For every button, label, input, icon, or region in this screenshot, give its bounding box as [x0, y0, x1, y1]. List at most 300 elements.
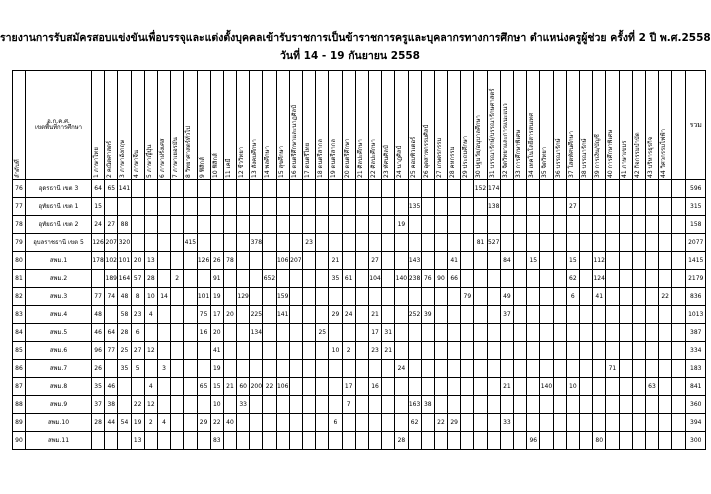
count-cell — [421, 360, 434, 378]
count-cell: 140 — [540, 378, 553, 396]
area-name: สพม.1 — [26, 252, 92, 270]
count-cell — [329, 288, 342, 306]
count-cell — [157, 198, 170, 216]
count-cell — [157, 180, 170, 198]
row-number: 78 — [13, 216, 26, 234]
empty-cell — [672, 180, 686, 198]
count-cell — [487, 270, 500, 288]
count-cell — [448, 396, 461, 414]
empty-cell — [672, 288, 686, 306]
count-cell: 22 — [210, 414, 223, 432]
count-cell — [448, 378, 461, 396]
empty-cell — [672, 234, 686, 252]
subject-header-cell — [316, 71, 329, 180]
count-cell — [237, 360, 250, 378]
count-cell — [105, 360, 118, 378]
count-cell — [289, 324, 302, 342]
count-cell — [527, 180, 540, 198]
count-cell — [223, 324, 236, 342]
count-cell: 83 — [210, 432, 223, 450]
count-cell — [461, 180, 474, 198]
count-cell — [659, 324, 672, 342]
count-cell — [540, 270, 553, 288]
count-cell — [105, 198, 118, 216]
count-cell — [223, 342, 236, 360]
count-cell: 77 — [92, 288, 105, 306]
count-cell: 65 — [105, 180, 118, 198]
count-cell — [619, 252, 632, 270]
count-cell — [210, 180, 223, 198]
count-cell — [632, 378, 645, 396]
count-cell — [434, 288, 447, 306]
count-cell — [276, 324, 289, 342]
count-cell — [579, 270, 592, 288]
subject-header-cell — [527, 71, 540, 180]
count-cell — [553, 396, 566, 414]
count-cell — [408, 360, 421, 378]
count-cell: 31 — [382, 324, 395, 342]
count-cell — [566, 234, 579, 252]
count-cell — [237, 234, 250, 252]
empty-cell — [672, 414, 686, 432]
count-cell — [645, 270, 658, 288]
count-cell — [474, 252, 487, 270]
count-cell — [527, 306, 540, 324]
count-cell: 23 — [368, 342, 381, 360]
count-cell — [395, 324, 408, 342]
count-cell: 159 — [276, 288, 289, 306]
area-name: สพม.7 — [26, 360, 92, 378]
count-cell — [355, 396, 368, 414]
count-cell — [92, 270, 105, 288]
count-cell — [553, 432, 566, 450]
count-cell — [408, 180, 421, 198]
count-cell — [289, 414, 302, 432]
count-cell: 19 — [210, 360, 223, 378]
count-cell — [276, 360, 289, 378]
count-cell — [619, 324, 632, 342]
count-cell — [514, 252, 527, 270]
count-cell — [619, 234, 632, 252]
count-cell — [342, 234, 355, 252]
count-cell — [619, 288, 632, 306]
count-cell — [118, 378, 131, 396]
count-cell — [527, 396, 540, 414]
subject-header: 14 พลศึกษา — [264, 146, 272, 178]
count-cell — [527, 234, 540, 252]
row-total: 836 — [686, 288, 706, 306]
count-cell — [619, 270, 632, 288]
count-cell — [355, 324, 368, 342]
count-cell — [593, 378, 606, 396]
count-cell: 6 — [329, 414, 342, 432]
count-cell — [527, 324, 540, 342]
count-cell — [619, 378, 632, 396]
subject-header-cell — [408, 71, 421, 180]
count-cell — [487, 306, 500, 324]
subject-header: 7 ภาษาเยอรมัน — [172, 137, 180, 178]
count-cell: 21 — [500, 378, 513, 396]
count-cell — [487, 216, 500, 234]
count-cell — [368, 432, 381, 450]
count-cell — [368, 198, 381, 216]
count-cell — [553, 180, 566, 198]
count-cell — [171, 324, 184, 342]
count-cell: 101 — [118, 252, 131, 270]
count-cell — [263, 216, 276, 234]
subject-header-cell — [606, 71, 619, 180]
count-cell — [276, 180, 289, 198]
subject-header: 40 การศึกษาพิเศษ — [607, 129, 615, 178]
count-cell — [606, 396, 619, 414]
subject-header: 17 ดนตรีไทย — [304, 142, 311, 178]
count-cell — [434, 180, 447, 198]
subject-header: 10 ฟิสิกส์ — [211, 153, 219, 178]
count-cell — [659, 198, 672, 216]
count-cell — [131, 234, 144, 252]
count-cell: 62 — [566, 270, 579, 288]
count-cell — [184, 342, 197, 360]
row-total: 2077 — [686, 234, 706, 252]
count-cell — [421, 234, 434, 252]
count-cell — [566, 216, 579, 234]
count-cell: 41 — [593, 288, 606, 306]
table-row — [13, 432, 706, 450]
count-cell — [223, 396, 236, 414]
count-cell — [92, 432, 105, 450]
count-cell — [606, 414, 619, 432]
area-name: สพม.9 — [26, 396, 92, 414]
count-cell — [276, 234, 289, 252]
subject-header: 4 ภาษาจีน — [132, 150, 140, 178]
count-cell — [474, 198, 487, 216]
count-cell — [514, 396, 527, 414]
count-cell — [355, 378, 368, 396]
count-cell: 225 — [250, 306, 263, 324]
count-cell — [593, 216, 606, 234]
count-cell: 12 — [144, 396, 157, 414]
count-cell — [514, 414, 527, 432]
count-cell — [355, 180, 368, 198]
count-cell — [289, 234, 302, 252]
count-cell: 200 — [250, 378, 263, 396]
count-cell — [434, 252, 447, 270]
table-row — [13, 414, 706, 432]
count-cell — [553, 216, 566, 234]
count-cell: 20 — [131, 252, 144, 270]
count-cell: 64 — [92, 180, 105, 198]
count-cell: 44 — [105, 414, 118, 432]
count-cell — [250, 432, 263, 450]
count-cell — [566, 306, 579, 324]
subject-header: 8 วิทยาศาสตร์ทั่วไป — [185, 125, 193, 178]
count-cell — [355, 216, 368, 234]
subject-header: 43 บริหารธุรกิจ — [646, 136, 654, 178]
header-no: ลำดับที่ — [14, 159, 21, 178]
subject-header: 37 โสตทัศนศึกษา — [567, 131, 575, 178]
count-cell — [579, 396, 592, 414]
count-cell — [408, 432, 421, 450]
count-cell: 10 — [566, 378, 579, 396]
count-cell — [197, 234, 210, 252]
applicants-table — [12, 70, 706, 450]
count-cell: 75 — [197, 306, 210, 324]
count-cell — [619, 432, 632, 450]
count-cell — [434, 432, 447, 450]
count-cell — [474, 324, 487, 342]
count-cell — [553, 198, 566, 216]
count-cell — [223, 234, 236, 252]
count-cell — [500, 396, 513, 414]
count-cell — [474, 396, 487, 414]
count-cell — [263, 432, 276, 450]
count-cell — [355, 414, 368, 432]
count-cell — [500, 360, 513, 378]
count-cell: 13 — [144, 252, 157, 270]
empty-cell — [672, 216, 686, 234]
count-cell — [632, 288, 645, 306]
count-cell — [421, 216, 434, 234]
count-cell — [171, 378, 184, 396]
count-cell: 90 — [434, 270, 447, 288]
count-cell — [487, 378, 500, 396]
count-cell — [144, 234, 157, 252]
count-cell — [329, 198, 342, 216]
count-cell — [289, 288, 302, 306]
row-total: 300 — [686, 432, 706, 450]
table-row — [13, 342, 706, 360]
area-name: สพม.2 — [26, 270, 92, 288]
count-cell: 19 — [210, 288, 223, 306]
count-cell — [632, 342, 645, 360]
count-cell — [421, 288, 434, 306]
row-number: 81 — [13, 270, 26, 288]
count-cell — [645, 252, 658, 270]
empty-cell — [672, 378, 686, 396]
count-cell — [250, 342, 263, 360]
count-cell: 27 — [131, 342, 144, 360]
count-cell — [448, 216, 461, 234]
subject-header: 12 ชีววิทยา — [238, 146, 246, 178]
count-cell — [645, 216, 658, 234]
count-cell: 26 — [92, 360, 105, 378]
count-cell — [237, 306, 250, 324]
header-name-1: อ.ก.ค.ศ. — [47, 118, 70, 125]
count-cell — [263, 360, 276, 378]
count-cell — [382, 270, 395, 288]
count-cell: 2 — [171, 270, 184, 288]
count-cell — [250, 252, 263, 270]
count-cell — [237, 342, 250, 360]
count-cell — [395, 342, 408, 360]
count-cell — [619, 198, 632, 216]
count-cell — [645, 180, 658, 198]
count-cell — [632, 432, 645, 450]
count-cell — [540, 216, 553, 234]
count-cell — [171, 216, 184, 234]
count-cell — [619, 360, 632, 378]
count-cell — [184, 180, 197, 198]
count-cell — [157, 270, 170, 288]
subject-header-cell — [632, 71, 645, 180]
empty-cell — [672, 270, 686, 288]
count-cell: 143 — [408, 252, 421, 270]
count-cell — [368, 396, 381, 414]
count-cell — [461, 306, 474, 324]
count-cell — [382, 234, 395, 252]
count-cell: 21 — [382, 342, 395, 360]
count-cell: 62 — [408, 414, 421, 432]
count-cell — [659, 180, 672, 198]
count-cell: 48 — [118, 288, 131, 306]
count-cell — [382, 378, 395, 396]
count-cell — [579, 378, 592, 396]
area-name: สพม.11 — [26, 432, 92, 450]
count-cell — [223, 180, 236, 198]
count-cell — [303, 198, 316, 216]
subject-header: 20 ดนตรีศึกษา — [343, 138, 351, 178]
count-cell — [131, 216, 144, 234]
count-cell — [395, 288, 408, 306]
count-cell — [514, 234, 527, 252]
empty-cell — [672, 360, 686, 378]
count-cell: 4 — [157, 414, 170, 432]
area-name: อุทัยธานี เขต 2 — [26, 216, 92, 234]
count-cell: 152 — [474, 180, 487, 198]
count-cell — [421, 252, 434, 270]
count-cell: 88 — [118, 216, 131, 234]
row-total: 387 — [686, 324, 706, 342]
count-cell — [619, 342, 632, 360]
count-cell — [329, 432, 342, 450]
count-cell — [237, 432, 250, 450]
count-cell — [659, 252, 672, 270]
count-cell: 58 — [118, 306, 131, 324]
count-cell — [250, 396, 263, 414]
count-cell — [263, 288, 276, 306]
count-cell — [593, 396, 606, 414]
count-cell — [487, 288, 500, 306]
table-row — [13, 270, 706, 288]
count-cell — [553, 306, 566, 324]
row-total: 360 — [686, 396, 706, 414]
count-cell — [197, 360, 210, 378]
count-cell: 28 — [395, 432, 408, 450]
count-cell: 77 — [105, 342, 118, 360]
subject-header: 36 บรรณารักษ์ — [554, 138, 562, 178]
count-cell — [303, 216, 316, 234]
count-cell — [144, 360, 157, 378]
count-cell — [157, 378, 170, 396]
count-cell — [184, 306, 197, 324]
count-cell — [395, 306, 408, 324]
count-cell — [408, 342, 421, 360]
count-cell — [237, 180, 250, 198]
count-cell — [461, 432, 474, 450]
count-cell — [237, 270, 250, 288]
count-cell — [184, 324, 197, 342]
count-cell — [434, 396, 447, 414]
table-row — [13, 306, 706, 324]
count-cell — [368, 216, 381, 234]
count-cell: 126 — [197, 252, 210, 270]
count-cell — [593, 324, 606, 342]
count-cell — [250, 360, 263, 378]
count-cell — [263, 414, 276, 432]
count-cell: 16 — [197, 324, 210, 342]
empty-cell — [672, 396, 686, 414]
subject-header: 33 การศึกษาพิเศษ — [515, 129, 522, 178]
subject-header-cell — [645, 71, 658, 180]
count-cell — [118, 396, 131, 414]
count-cell — [342, 216, 355, 234]
count-cell: 7 — [342, 396, 355, 414]
count-cell — [237, 252, 250, 270]
count-cell — [131, 378, 144, 396]
count-cell — [303, 414, 316, 432]
count-cell — [355, 342, 368, 360]
count-cell: 29 — [448, 414, 461, 432]
count-cell: 24 — [395, 360, 408, 378]
count-cell — [171, 432, 184, 450]
count-cell: 5 — [131, 360, 144, 378]
count-cell — [632, 414, 645, 432]
count-cell — [579, 306, 592, 324]
count-cell: 27 — [368, 252, 381, 270]
count-cell: 138 — [487, 198, 500, 216]
count-cell — [659, 306, 672, 324]
count-cell — [553, 324, 566, 342]
count-cell — [395, 180, 408, 198]
subject-header-cell — [395, 71, 408, 180]
table-row — [13, 396, 706, 414]
count-cell — [448, 180, 461, 198]
count-cell: 91 — [210, 270, 223, 288]
count-cell — [197, 180, 210, 198]
count-cell — [263, 324, 276, 342]
subject-header-cell — [223, 71, 236, 180]
count-cell — [421, 378, 434, 396]
count-cell — [316, 252, 329, 270]
count-cell — [434, 378, 447, 396]
count-cell — [368, 414, 381, 432]
count-cell — [540, 360, 553, 378]
count-cell — [619, 216, 632, 234]
count-cell: 141 — [118, 180, 131, 198]
count-cell — [355, 198, 368, 216]
count-cell — [606, 180, 619, 198]
count-cell — [316, 234, 329, 252]
count-cell — [395, 414, 408, 432]
table-row — [13, 378, 706, 396]
header-no-cell — [13, 71, 26, 180]
count-cell: 3 — [157, 360, 170, 378]
count-cell: 102 — [105, 252, 118, 270]
subject-header: 42 กิจกรรมบำบัด — [633, 132, 641, 178]
count-cell — [144, 324, 157, 342]
subject-header: 41 ภาษาเขมร — [620, 140, 628, 178]
count-cell — [474, 360, 487, 378]
count-cell — [197, 432, 210, 450]
count-cell — [303, 342, 316, 360]
count-cell — [632, 252, 645, 270]
count-cell — [659, 234, 672, 252]
count-cell — [303, 396, 316, 414]
count-cell — [303, 306, 316, 324]
count-cell: 6 — [131, 324, 144, 342]
count-cell — [382, 288, 395, 306]
count-cell — [448, 288, 461, 306]
